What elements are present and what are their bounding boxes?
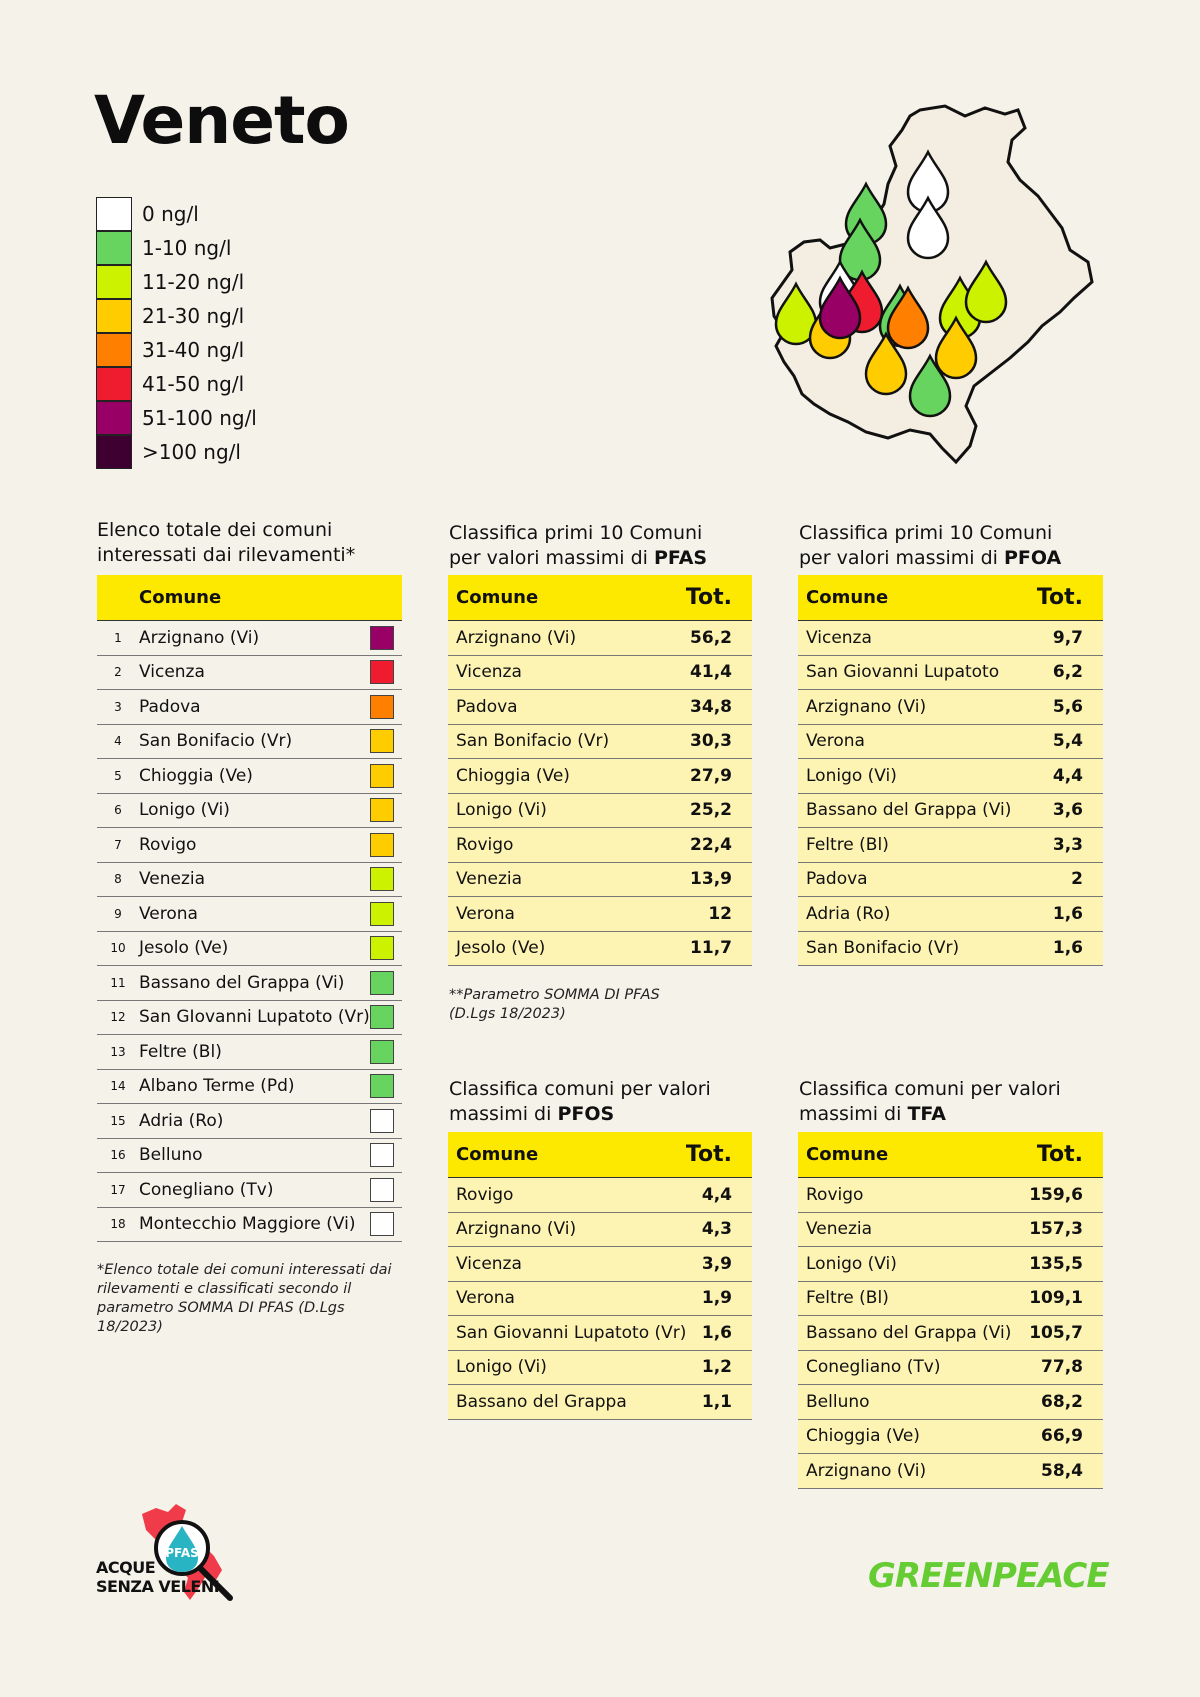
list-item bbox=[97, 621, 402, 656]
table-row bbox=[798, 932, 1103, 967]
row-value: 9,7 bbox=[1052, 627, 1083, 648]
row-value: 157,3 bbox=[1029, 1219, 1083, 1240]
table-row bbox=[798, 1247, 1103, 1282]
table-row bbox=[448, 828, 752, 863]
table-row bbox=[448, 1282, 752, 1317]
row-comune: Conegliano (Tv) bbox=[806, 1357, 941, 1378]
list-item-swatch bbox=[370, 729, 394, 753]
table-row bbox=[798, 759, 1103, 794]
acque-senza-veleni-logo bbox=[96, 1500, 246, 1610]
list-title-line2: interessati dai rilevamenti* bbox=[97, 544, 356, 566]
table-row bbox=[798, 690, 1103, 725]
table-row bbox=[798, 1420, 1103, 1455]
list-item bbox=[97, 725, 402, 760]
row-comune: Bassano del Grappa (Vi) bbox=[806, 1322, 1012, 1343]
table-row bbox=[448, 897, 752, 932]
row-comune: Vicenza bbox=[806, 627, 872, 648]
list-item-name: Lonigo (Vi) bbox=[139, 800, 230, 821]
tfa-table-header bbox=[798, 1132, 1103, 1178]
row-value: 27,9 bbox=[690, 765, 732, 786]
row-value: 68,2 bbox=[1041, 1391, 1083, 1412]
legend-swatch bbox=[96, 333, 132, 367]
list-item bbox=[97, 1173, 402, 1208]
list-title bbox=[97, 518, 355, 568]
list-item-number: 10 bbox=[110, 941, 126, 956]
legend-swatch bbox=[96, 367, 132, 401]
legend-item bbox=[96, 231, 257, 265]
column-header-tot: Tot. bbox=[685, 1142, 732, 1167]
table-row bbox=[798, 1454, 1103, 1489]
legend-label: 41-50 ng/l bbox=[142, 372, 245, 396]
table-row bbox=[448, 1213, 752, 1248]
table-row bbox=[798, 725, 1103, 760]
legend-label: >100 ng/l bbox=[142, 440, 241, 464]
row-comune: Feltre (Bl) bbox=[806, 834, 889, 855]
greenpeace-logo: GREENPEACE bbox=[868, 1556, 1109, 1596]
table-row bbox=[798, 621, 1103, 656]
row-comune: Lonigo (Vi) bbox=[456, 1357, 547, 1378]
list-item-swatch bbox=[370, 660, 394, 684]
list-item-name: Jesolo (Ve) bbox=[139, 938, 229, 959]
row-value: 11,7 bbox=[690, 938, 732, 959]
list-item-swatch bbox=[370, 902, 394, 926]
pfas-table-header bbox=[448, 575, 752, 621]
legend-swatch bbox=[96, 435, 132, 469]
row-comune: Adria (Ro) bbox=[806, 903, 891, 924]
row-value: 22,4 bbox=[690, 834, 732, 855]
row-value: 4,3 bbox=[701, 1219, 732, 1240]
list-item-number: 12 bbox=[110, 1010, 126, 1025]
tfa-title-line1: Classifica comuni per valori bbox=[799, 1078, 1061, 1100]
pfoa-title-text: per valori massimi di bbox=[799, 547, 1004, 569]
legend-label: 0 ng/l bbox=[142, 202, 199, 226]
row-value: 30,3 bbox=[690, 731, 732, 752]
row-value: 3,6 bbox=[1052, 800, 1083, 821]
list-item-number: 16 bbox=[110, 1148, 126, 1163]
list-item-number: 8 bbox=[114, 872, 122, 887]
list-item-name: Belluno bbox=[139, 1145, 203, 1166]
list-item-name: Feltre (Bl) bbox=[139, 1041, 222, 1062]
row-comune: Bassano del Grappa bbox=[456, 1391, 627, 1412]
table-row bbox=[448, 759, 752, 794]
list-item-number: 5 bbox=[114, 768, 122, 783]
list-item-swatch bbox=[370, 867, 394, 891]
row-value: 56,2 bbox=[690, 627, 732, 648]
legend-swatch bbox=[96, 197, 132, 231]
legend-label: 11-20 ng/l bbox=[142, 270, 245, 294]
list-item bbox=[97, 966, 402, 1001]
table-row bbox=[798, 828, 1103, 863]
table-row bbox=[798, 794, 1103, 829]
row-value: 12 bbox=[708, 903, 732, 924]
row-value: 1,6 bbox=[701, 1322, 732, 1343]
list-item-number: 4 bbox=[114, 734, 122, 749]
list-item-name: Vicenza bbox=[139, 662, 205, 683]
row-comune: Arzignano (Vi) bbox=[456, 627, 577, 648]
list-item-name: Bassano del Grappa (Vi) bbox=[139, 972, 345, 993]
table-row bbox=[798, 1178, 1103, 1213]
row-value: 6,2 bbox=[1052, 662, 1083, 683]
legend-item bbox=[96, 197, 257, 231]
veneto-map bbox=[770, 100, 1110, 470]
table-row bbox=[798, 1213, 1103, 1248]
row-value: 109,1 bbox=[1029, 1288, 1083, 1309]
pfoa-title-line1: Classifica primi 10 Comuni bbox=[799, 522, 1053, 544]
legend-item bbox=[96, 299, 257, 333]
list-item-swatch bbox=[370, 1143, 394, 1167]
list-item-swatch bbox=[370, 1178, 394, 1202]
pfas-title-line1: Classifica primi 10 Comuni bbox=[449, 522, 703, 544]
list-item-number: 14 bbox=[110, 1079, 126, 1094]
list-item-swatch bbox=[370, 1005, 394, 1029]
pfos-table-header bbox=[448, 1132, 752, 1178]
row-value: 34,8 bbox=[690, 696, 732, 717]
list-item bbox=[97, 690, 402, 725]
table-row bbox=[798, 1351, 1103, 1386]
list-item bbox=[97, 794, 402, 829]
legend-label: 51-100 ng/l bbox=[142, 406, 257, 430]
pfoa-title-line2 bbox=[799, 546, 1061, 571]
table-row bbox=[798, 897, 1103, 932]
row-value: 1,6 bbox=[1052, 938, 1083, 959]
list-item-number: 6 bbox=[114, 803, 122, 818]
row-comune: Lonigo (Vi) bbox=[456, 800, 547, 821]
list-item bbox=[97, 1070, 402, 1105]
legend-item bbox=[96, 265, 257, 299]
row-value: 4,4 bbox=[1052, 765, 1083, 786]
legend-item bbox=[96, 435, 257, 469]
row-comune: Arzignano (Vi) bbox=[806, 1460, 927, 1481]
row-comune: Rovigo bbox=[456, 1184, 514, 1205]
row-value: 66,9 bbox=[1041, 1426, 1083, 1447]
row-comune: Rovigo bbox=[806, 1184, 864, 1205]
row-comune: Lonigo (Vi) bbox=[806, 1253, 897, 1274]
table-row bbox=[448, 1316, 752, 1351]
list-item-number: 13 bbox=[110, 1044, 126, 1059]
row-value: 1,1 bbox=[701, 1391, 732, 1412]
row-comune: Arzignano (Vi) bbox=[456, 1219, 577, 1240]
pfas-title-text: per valori massimi di bbox=[449, 547, 654, 569]
page-title: Veneto bbox=[94, 82, 349, 159]
campaign-name-line1: ACQUE bbox=[96, 1558, 156, 1577]
column-header-tot: Tot. bbox=[685, 585, 732, 610]
pfas-footnote-line1: **Parametro SOMMA DI PFAS bbox=[449, 987, 660, 1003]
list-item-number: 1 bbox=[114, 630, 122, 645]
row-comune: Jesolo (Ve) bbox=[456, 938, 546, 959]
row-value: 1,2 bbox=[701, 1357, 732, 1378]
legend bbox=[96, 197, 257, 469]
list-item-name: Albano Terme (Pd) bbox=[139, 1076, 295, 1097]
table-row bbox=[448, 656, 752, 691]
pfas-title-line2 bbox=[449, 546, 707, 571]
row-comune: Arzignano (Vi) bbox=[806, 696, 927, 717]
row-comune: Padova bbox=[806, 869, 868, 890]
list-item bbox=[97, 1104, 402, 1139]
list-item-name: San Bonifacio (Vr) bbox=[139, 731, 293, 752]
list-item-name: San GIovanni Lupatoto (Vr) bbox=[139, 1007, 370, 1028]
row-comune: San Giovanni Lupatoto bbox=[806, 662, 1000, 683]
row-value: 135,5 bbox=[1029, 1253, 1083, 1274]
list-item-swatch bbox=[370, 798, 394, 822]
table-row bbox=[448, 794, 752, 829]
list-item-name: Chioggia (Ve) bbox=[139, 765, 253, 786]
pfas-title-bold: PFAS bbox=[653, 547, 708, 569]
tfa-title-line2 bbox=[799, 1102, 1061, 1127]
column-header-tot: Tot. bbox=[1036, 1142, 1083, 1167]
list-item-name: Arzignano (Vi) bbox=[139, 627, 260, 648]
legend-swatch bbox=[96, 265, 132, 299]
row-comune: Chioggia (Ve) bbox=[456, 765, 570, 786]
pfoa-title bbox=[799, 521, 1061, 571]
tfa-table bbox=[798, 1132, 1103, 1489]
pfas-footnote-line2: (D.Lgs 18/2023) bbox=[449, 1006, 566, 1022]
table-row bbox=[448, 863, 752, 898]
row-comune: Vicenza bbox=[456, 1253, 522, 1274]
table-row bbox=[448, 621, 752, 656]
row-comune: Rovigo bbox=[456, 834, 514, 855]
list-item-number: 3 bbox=[114, 699, 122, 714]
row-comune: Belluno bbox=[806, 1391, 870, 1412]
row-comune: Chioggia (Ve) bbox=[806, 1426, 920, 1447]
list-item-name: Conegliano (Tv) bbox=[139, 1179, 274, 1200]
pfas-table bbox=[448, 575, 752, 966]
row-comune: Padova bbox=[456, 696, 518, 717]
list-item bbox=[97, 1001, 402, 1036]
list-item-name: Rovigo bbox=[139, 834, 197, 855]
row-value: 77,8 bbox=[1041, 1357, 1083, 1378]
pfos-title bbox=[449, 1077, 711, 1127]
row-value: 5,4 bbox=[1052, 731, 1083, 752]
row-comune: Verona bbox=[456, 903, 515, 924]
list-item-number: 2 bbox=[114, 665, 122, 680]
pfos-table bbox=[448, 1132, 752, 1420]
row-value: 41,4 bbox=[690, 662, 732, 683]
list-item-name: Padova bbox=[139, 696, 201, 717]
table-row bbox=[448, 725, 752, 760]
pfas-footnote bbox=[449, 986, 660, 1024]
pfos-title-text: massimi di bbox=[449, 1103, 558, 1125]
list-item-swatch bbox=[370, 833, 394, 857]
pfas-title bbox=[449, 521, 707, 571]
list-item bbox=[97, 1035, 402, 1070]
legend-item bbox=[96, 401, 257, 435]
table-row bbox=[448, 1351, 752, 1386]
pfos-title-line1: Classifica comuni per valori bbox=[449, 1078, 711, 1100]
row-comune: Feltre (Bl) bbox=[806, 1288, 889, 1309]
table-row bbox=[448, 1178, 752, 1213]
row-comune: Verona bbox=[456, 1288, 515, 1309]
row-comune: San Bonifacio (Vr) bbox=[456, 731, 610, 752]
table-row bbox=[798, 1385, 1103, 1420]
legend-label: 1-10 ng/l bbox=[142, 236, 232, 260]
pfos-title-line2 bbox=[449, 1102, 711, 1127]
column-header-comune: Comune bbox=[806, 1144, 889, 1165]
list-item bbox=[97, 828, 402, 863]
column-header-comune: Comune bbox=[806, 587, 889, 608]
list-item-name: Venezia bbox=[139, 869, 206, 890]
tfa-title bbox=[799, 1077, 1061, 1127]
row-comune: Verona bbox=[806, 731, 865, 752]
row-comune: Bassano del Grappa (Vi) bbox=[806, 800, 1012, 821]
row-value: 1,9 bbox=[701, 1288, 732, 1309]
row-value: 3,9 bbox=[701, 1253, 732, 1274]
list-item bbox=[97, 863, 402, 898]
list-rows bbox=[97, 621, 402, 1242]
table-row bbox=[798, 1316, 1103, 1351]
row-comune: San Bonifacio (Vr) bbox=[806, 938, 960, 959]
table-row bbox=[448, 690, 752, 725]
list-item bbox=[97, 932, 402, 967]
list-item-name: Adria (Ro) bbox=[139, 1110, 224, 1131]
legend-swatch bbox=[96, 299, 132, 333]
row-value: 159,6 bbox=[1029, 1184, 1083, 1205]
column-header-comune: Comune bbox=[456, 587, 539, 608]
table-row bbox=[448, 1247, 752, 1282]
list-item-number: 15 bbox=[110, 1113, 126, 1128]
list-item-number: 7 bbox=[114, 837, 122, 852]
legend-item bbox=[96, 333, 257, 367]
list-item bbox=[97, 1139, 402, 1174]
row-comune: Lonigo (Vi) bbox=[806, 765, 897, 786]
list-item-swatch bbox=[370, 626, 394, 650]
table-row bbox=[798, 656, 1103, 691]
table-row bbox=[448, 932, 752, 967]
row-value: 1,6 bbox=[1052, 903, 1083, 924]
list-item-swatch bbox=[370, 1212, 394, 1236]
list-item-number: 17 bbox=[110, 1182, 126, 1197]
row-comune: Venezia bbox=[456, 869, 523, 890]
pfas-badge-text: PFAS bbox=[165, 1546, 199, 1560]
campaign-name bbox=[96, 1558, 219, 1596]
tfa-title-text: massimi di bbox=[799, 1103, 908, 1125]
legend-label: 31-40 ng/l bbox=[142, 338, 245, 362]
legend-label: 21-30 ng/l bbox=[142, 304, 245, 328]
row-value: 5,6 bbox=[1052, 696, 1083, 717]
row-value: 13,9 bbox=[690, 869, 732, 890]
row-value: 58,4 bbox=[1041, 1460, 1083, 1481]
comuni-list-table bbox=[97, 575, 402, 1242]
list-item bbox=[97, 759, 402, 794]
list-header: Comune bbox=[97, 575, 402, 621]
list-item-swatch bbox=[370, 936, 394, 960]
list-item-swatch bbox=[370, 1109, 394, 1133]
table-row bbox=[448, 1385, 752, 1420]
row-comune: San Giovanni Lupatoto (Vr) bbox=[456, 1322, 687, 1343]
list-item-swatch bbox=[370, 1074, 394, 1098]
list-footnote: *Elenco totale dei comuni interessati dai rilevamenti e classificati secondo il parametro SOMMA DI PFAS (D.Lgs 18/2023) bbox=[97, 1262, 392, 1335]
row-value: 25,2 bbox=[690, 800, 732, 821]
pfos-title-bold: PFOS bbox=[557, 1103, 615, 1125]
list-item-swatch bbox=[370, 971, 394, 995]
row-value: 2 bbox=[1071, 869, 1083, 890]
row-comune: Vicenza bbox=[456, 662, 522, 683]
list-item bbox=[97, 1208, 402, 1243]
list-item-number: 18 bbox=[110, 1217, 126, 1232]
column-header-comune: Comune bbox=[456, 1144, 539, 1165]
list-item bbox=[97, 897, 402, 932]
list-item-swatch bbox=[370, 1040, 394, 1064]
list-item-name: Verona bbox=[139, 903, 198, 924]
list-item-swatch bbox=[370, 764, 394, 788]
row-value: 3,3 bbox=[1052, 834, 1083, 855]
legend-swatch bbox=[96, 401, 132, 435]
row-value: 4,4 bbox=[701, 1184, 732, 1205]
pfoa-table-header bbox=[798, 575, 1103, 621]
list-item-number: 9 bbox=[114, 906, 122, 921]
list-item-swatch bbox=[370, 695, 394, 719]
column-header-tot: Tot. bbox=[1036, 585, 1083, 610]
table-row bbox=[798, 863, 1103, 898]
row-comune: Venezia bbox=[806, 1219, 873, 1240]
tfa-title-bold: TFA bbox=[907, 1103, 946, 1125]
table-row bbox=[798, 1282, 1103, 1317]
list-title-line1: Elenco totale dei comuni bbox=[97, 519, 333, 541]
legend-swatch bbox=[96, 231, 132, 265]
pfoa-table bbox=[798, 575, 1103, 966]
legend-item bbox=[96, 367, 257, 401]
campaign-name-line2: SENZA VELENI bbox=[96, 1577, 220, 1596]
list-item bbox=[97, 656, 402, 691]
row-value: 105,7 bbox=[1029, 1322, 1083, 1343]
list-item-number: 11 bbox=[110, 975, 126, 990]
list-item-name: Montecchio Maggiore (Vi) bbox=[139, 1214, 356, 1235]
pfoa-title-bold: PFOA bbox=[1003, 547, 1062, 569]
